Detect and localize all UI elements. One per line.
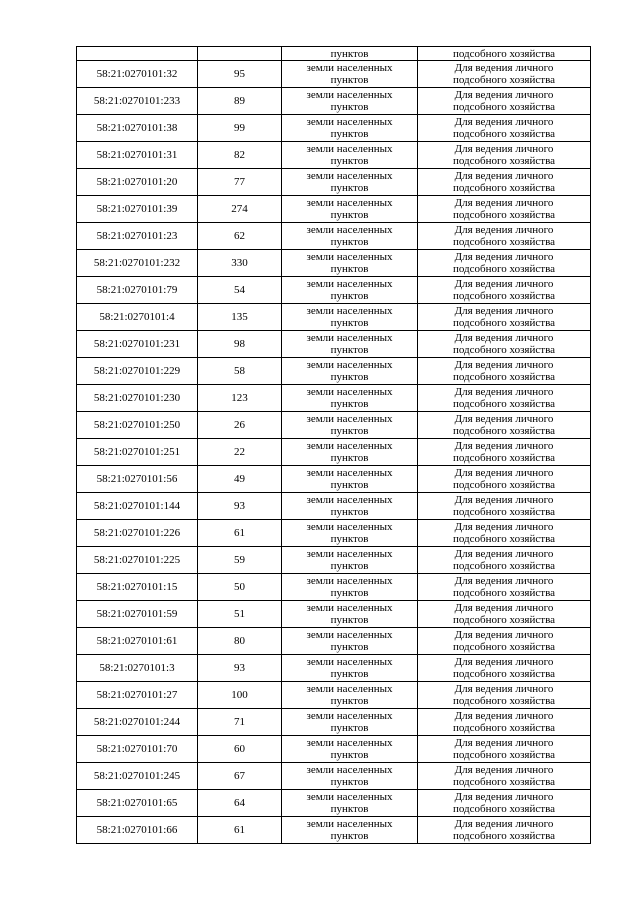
table-row bbox=[77, 223, 591, 250]
land-category-cell bbox=[282, 547, 418, 574]
land-category-text: земли населенных bbox=[306, 359, 393, 371]
land-category-text: земли населенных bbox=[306, 521, 393, 533]
land-category-text: пунктов bbox=[330, 452, 369, 464]
table-row bbox=[77, 520, 591, 547]
cadastral-number-cell: 58:21:0270101:65 bbox=[77, 790, 198, 817]
land-category-text: пунктов bbox=[330, 155, 369, 167]
permitted-use-text: подсобного хозяйства bbox=[452, 263, 555, 275]
permitted-use-text: Для ведения личного bbox=[454, 467, 554, 479]
permitted-use-cell: подсобного хозяйства bbox=[418, 47, 591, 61]
land-category-text: пунктов bbox=[330, 479, 369, 491]
cadastral-number-cell: 58:21:0270101:70 bbox=[77, 736, 198, 763]
area-cell: 330 bbox=[198, 250, 282, 277]
area-cell: 93 bbox=[198, 655, 282, 682]
permitted-use-text: подсобного хозяйства bbox=[452, 236, 555, 248]
permitted-use-cell bbox=[418, 88, 591, 115]
area-cell: 100 bbox=[198, 682, 282, 709]
permitted-use-cell bbox=[418, 736, 591, 763]
permitted-use-text: подсобного хозяйства bbox=[452, 452, 555, 464]
area-cell: 77 bbox=[198, 169, 282, 196]
cadastral-number-cell: 58:21:0270101:38 bbox=[77, 115, 198, 142]
permitted-use-text: Для ведения личного bbox=[454, 89, 554, 101]
table-row bbox=[77, 196, 591, 223]
area-cell bbox=[198, 47, 282, 61]
land-category-cell bbox=[282, 250, 418, 277]
permitted-use-cell bbox=[418, 817, 591, 844]
continuation-row bbox=[77, 47, 591, 61]
permitted-use-text: Для ведения личного bbox=[454, 656, 554, 668]
permitted-use-text: подсобного хозяйства bbox=[452, 398, 555, 410]
permitted-use-text: подсобного хозяйства bbox=[452, 479, 555, 491]
table-row bbox=[77, 547, 591, 574]
permitted-use-text: подсобного хозяйства bbox=[452, 425, 555, 437]
permitted-use-text: Для ведения личного bbox=[454, 386, 554, 398]
cadastral-number-cell: 58:21:0270101:232 bbox=[77, 250, 198, 277]
permitted-use-text: подсобного хозяйства bbox=[452, 560, 555, 572]
area-cell: 50 bbox=[198, 574, 282, 601]
land-category-text: пунктов bbox=[330, 641, 369, 653]
permitted-use-cell bbox=[418, 196, 591, 223]
permitted-use-text: Для ведения личного bbox=[454, 737, 554, 749]
permitted-use-text: Для ведения личного bbox=[454, 278, 554, 290]
permitted-use-text: подсобного хозяйства bbox=[452, 830, 555, 842]
table-row bbox=[77, 250, 591, 277]
land-category-text: пунктов bbox=[330, 398, 369, 410]
land-category-text: земли населенных bbox=[306, 791, 393, 803]
table-row bbox=[77, 331, 591, 358]
land-category-cell bbox=[282, 88, 418, 115]
permitted-use-text: подсобного хозяйства bbox=[452, 695, 555, 707]
land-category-text: пунктов bbox=[330, 74, 369, 86]
land-category-cell bbox=[282, 331, 418, 358]
land-category-text: пунктов bbox=[330, 128, 369, 140]
table-row bbox=[77, 277, 591, 304]
table-row bbox=[77, 628, 591, 655]
area-cell: 274 bbox=[198, 196, 282, 223]
land-category-cell bbox=[282, 277, 418, 304]
area-cell: 135 bbox=[198, 304, 282, 331]
cadastral-number-cell: 58:21:0270101:56 bbox=[77, 466, 198, 493]
permitted-use-text: Для ведения личного bbox=[454, 332, 554, 344]
permitted-use-text: Для ведения личного bbox=[454, 359, 554, 371]
permitted-use-text: подсобного хозяйства bbox=[452, 587, 555, 599]
land-category-text: пунктов bbox=[330, 587, 369, 599]
area-cell: 123 bbox=[198, 385, 282, 412]
permitted-use-text: Для ведения личного bbox=[454, 548, 554, 560]
permitted-use-text: подсобного хозяйства bbox=[452, 209, 555, 221]
cadastral-number-cell: 58:21:0270101:59 bbox=[77, 601, 198, 628]
area-cell: 89 bbox=[198, 88, 282, 115]
land-category-text: земли населенных bbox=[306, 737, 393, 749]
land-category-text: земли населенных bbox=[306, 602, 393, 614]
permitted-use-cell bbox=[418, 682, 591, 709]
table-row bbox=[77, 466, 591, 493]
cadastral-number-cell: 58:21:0270101:226 bbox=[77, 520, 198, 547]
table-row bbox=[77, 709, 591, 736]
table-row bbox=[77, 574, 591, 601]
area-cell: 64 bbox=[198, 790, 282, 817]
land-category-text: земли населенных bbox=[306, 278, 393, 290]
permitted-use-cell bbox=[418, 385, 591, 412]
cadastral-number-cell: 58:21:0270101:31 bbox=[77, 142, 198, 169]
land-category-text: земли населенных bbox=[306, 89, 393, 101]
permitted-use-text: Для ведения личного bbox=[454, 224, 554, 236]
land-category-text: пунктов bbox=[330, 776, 369, 788]
permitted-use-cell bbox=[418, 655, 591, 682]
land-category-text: пунктов bbox=[330, 317, 369, 329]
land-category-cell bbox=[282, 655, 418, 682]
land-category-cell bbox=[282, 817, 418, 844]
table-row bbox=[77, 169, 591, 196]
land-category-text: земли населенных bbox=[306, 251, 393, 263]
land-category-text: земли населенных bbox=[306, 116, 393, 128]
cadastral-number-cell: 58:21:0270101:32 bbox=[77, 61, 198, 88]
permitted-use-text: Для ведения личного bbox=[454, 143, 554, 155]
land-category-text: пунктов bbox=[330, 506, 369, 518]
cadastral-number-cell: 58:21:0270101:233 bbox=[77, 88, 198, 115]
cadastral-number-cell: 58:21:0270101:230 bbox=[77, 385, 198, 412]
area-cell: 67 bbox=[198, 763, 282, 790]
cadastral-number-cell: 58:21:0270101:250 bbox=[77, 412, 198, 439]
cadastral-number-cell: 58:21:0270101:61 bbox=[77, 628, 198, 655]
permitted-use-cell bbox=[418, 709, 591, 736]
cadastral-number-cell: 58:21:0270101:231 bbox=[77, 331, 198, 358]
cadastral-number-cell: 58:21:0270101:244 bbox=[77, 709, 198, 736]
land-category-cell bbox=[282, 493, 418, 520]
table-row bbox=[77, 385, 591, 412]
permitted-use-text: Для ведения личного bbox=[454, 116, 554, 128]
land-category-text: пунктов bbox=[330, 290, 369, 302]
permitted-use-cell bbox=[418, 628, 591, 655]
land-category-text: пунктов bbox=[330, 263, 369, 275]
table-row bbox=[77, 304, 591, 331]
permitted-use-text: подсобного хозяйства bbox=[452, 749, 555, 761]
land-category-cell bbox=[282, 439, 418, 466]
cadastral-number-cell: 58:21:0270101:39 bbox=[77, 196, 198, 223]
land-category-text: пунктов bbox=[330, 722, 369, 734]
permitted-use-text: подсобного хозяйства bbox=[452, 722, 555, 734]
permitted-use-cell bbox=[418, 61, 591, 88]
cadastral-number-cell: 58:21:0270101:251 bbox=[77, 439, 198, 466]
land-category-text: земли населенных bbox=[306, 197, 393, 209]
cadastral-number-cell: 58:21:0270101:79 bbox=[77, 277, 198, 304]
land-category-cell bbox=[282, 169, 418, 196]
land-category-cell bbox=[282, 682, 418, 709]
permitted-use-text: Для ведения личного bbox=[454, 251, 554, 263]
permitted-use-text: подсобного хозяйства bbox=[452, 641, 555, 653]
permitted-use-text: подсобного хозяйства bbox=[452, 290, 555, 302]
land-category-text: земли населенных bbox=[306, 548, 393, 560]
permitted-use-cell bbox=[418, 439, 591, 466]
land-category-cell bbox=[282, 142, 418, 169]
land-category-cell bbox=[282, 601, 418, 628]
land-category-text: земли населенных bbox=[306, 62, 393, 74]
land-category-cell bbox=[282, 358, 418, 385]
land-category-text: земли населенных bbox=[306, 494, 393, 506]
cadastral-number-cell: 58:21:0270101:20 bbox=[77, 169, 198, 196]
area-cell: 99 bbox=[198, 115, 282, 142]
permitted-use-text: подсобного хозяйства bbox=[452, 344, 555, 356]
permitted-use-text: подсобного хозяйства bbox=[452, 668, 555, 680]
table-row bbox=[77, 736, 591, 763]
land-category-text: земли населенных bbox=[306, 386, 393, 398]
permitted-use-text: подсобного хозяйства bbox=[452, 182, 555, 194]
land-category-text: пунктов bbox=[330, 749, 369, 761]
area-cell: 62 bbox=[198, 223, 282, 250]
table-row bbox=[77, 88, 591, 115]
land-category-cell bbox=[282, 763, 418, 790]
land-category-cell bbox=[282, 412, 418, 439]
area-cell: 26 bbox=[198, 412, 282, 439]
table-row bbox=[77, 61, 591, 88]
land-category-text: пунктов bbox=[330, 101, 369, 113]
permitted-use-text: подсобного хозяйства bbox=[452, 317, 555, 329]
permitted-use-cell bbox=[418, 115, 591, 142]
permitted-use-text: Для ведения личного bbox=[454, 602, 554, 614]
area-cell: 60 bbox=[198, 736, 282, 763]
land-category-cell bbox=[282, 304, 418, 331]
permitted-use-cell bbox=[418, 277, 591, 304]
table-row bbox=[77, 115, 591, 142]
permitted-use-text: подсобного хозяйства bbox=[452, 533, 555, 545]
land-category-cell bbox=[282, 115, 418, 142]
table-row bbox=[77, 412, 591, 439]
permitted-use-text: Для ведения личного bbox=[454, 197, 554, 209]
land-category-text: земли населенных bbox=[306, 467, 393, 479]
land-category-cell bbox=[282, 196, 418, 223]
area-cell: 58 bbox=[198, 358, 282, 385]
permitted-use-text: подсобного хозяйства bbox=[452, 614, 555, 626]
land-category-text: земли населенных bbox=[306, 818, 393, 830]
permitted-use-cell bbox=[418, 466, 591, 493]
permitted-use-text: Для ведения личного bbox=[454, 791, 554, 803]
land-category-text: земли населенных bbox=[306, 332, 393, 344]
permitted-use-cell bbox=[418, 304, 591, 331]
permitted-use-text: Для ведения личного bbox=[454, 764, 554, 776]
permitted-use-text: подсобного хозяйства bbox=[452, 803, 555, 815]
land-category-cell bbox=[282, 628, 418, 655]
cadastral-number-cell: 58:21:0270101:144 bbox=[77, 493, 198, 520]
land-category-text: пунктов bbox=[330, 830, 369, 842]
land-category-text: пунктов bbox=[330, 182, 369, 194]
permitted-use-text: Для ведения личного bbox=[454, 818, 554, 830]
land-category-text: пунктов bbox=[330, 425, 369, 437]
permitted-use-cell bbox=[418, 223, 591, 250]
land-category-cell bbox=[282, 385, 418, 412]
table-row bbox=[77, 601, 591, 628]
area-cell: 49 bbox=[198, 466, 282, 493]
permitted-use-text: Для ведения личного bbox=[454, 575, 554, 587]
area-cell: 98 bbox=[198, 331, 282, 358]
area-cell: 51 bbox=[198, 601, 282, 628]
permitted-use-cell bbox=[418, 358, 591, 385]
land-category-text: пунктов bbox=[330, 209, 369, 221]
permitted-use-cell bbox=[418, 412, 591, 439]
permitted-use-text: Для ведения личного bbox=[454, 170, 554, 182]
land-category-text: земли населенных bbox=[306, 629, 393, 641]
table-row bbox=[77, 790, 591, 817]
land-category-text: пунктов bbox=[330, 344, 369, 356]
land-plots-table bbox=[76, 46, 591, 844]
land-category-text: пунктов bbox=[330, 371, 369, 383]
land-category-cell bbox=[282, 466, 418, 493]
table-row bbox=[77, 817, 591, 844]
permitted-use-text: Для ведения личного bbox=[454, 629, 554, 641]
land-category-text: земли населенных bbox=[306, 575, 393, 587]
land-category-cell bbox=[282, 61, 418, 88]
land-category-cell bbox=[282, 223, 418, 250]
land-category-cell bbox=[282, 520, 418, 547]
land-category-cell bbox=[282, 709, 418, 736]
land-category-cell: пунктов bbox=[282, 47, 418, 61]
permitted-use-text: Для ведения личного bbox=[454, 62, 554, 74]
permitted-use-text: Для ведения личного bbox=[454, 710, 554, 722]
permitted-use-text: Для ведения личного bbox=[454, 494, 554, 506]
permitted-use-cell bbox=[418, 493, 591, 520]
permitted-use-text: Для ведения личного bbox=[454, 413, 554, 425]
land-category-cell bbox=[282, 790, 418, 817]
permitted-use-text: Для ведения личного bbox=[454, 440, 554, 452]
area-cell: 54 bbox=[198, 277, 282, 304]
land-category-text: земли населенных bbox=[306, 413, 393, 425]
land-category-text: пунктов bbox=[330, 533, 369, 545]
permitted-use-text: подсобного хозяйства bbox=[452, 128, 555, 140]
area-cell: 95 bbox=[198, 61, 282, 88]
land-category-text: пунктов bbox=[330, 803, 369, 815]
area-cell: 59 bbox=[198, 547, 282, 574]
permitted-use-text: Для ведения личного bbox=[454, 521, 554, 533]
permitted-use-text: Для ведения личного bbox=[454, 305, 554, 317]
permitted-use-text: подсобного хозяйства bbox=[452, 155, 555, 167]
table-body bbox=[77, 47, 591, 844]
cadastral-number-cell: 58:21:0270101:245 bbox=[77, 763, 198, 790]
permitted-use-cell bbox=[418, 331, 591, 358]
permitted-use-cell bbox=[418, 547, 591, 574]
cadastral-number-cell: 58:21:0270101:225 bbox=[77, 547, 198, 574]
table-row bbox=[77, 439, 591, 466]
permitted-use-text: подсобного хозяйства bbox=[452, 776, 555, 788]
permitted-use-cell bbox=[418, 520, 591, 547]
area-cell: 61 bbox=[198, 520, 282, 547]
land-category-text: пунктов bbox=[330, 695, 369, 707]
area-cell: 61 bbox=[198, 817, 282, 844]
table-row bbox=[77, 142, 591, 169]
permitted-use-text: подсобного хозяйства bbox=[452, 371, 555, 383]
land-category-text: земли населенных bbox=[306, 683, 393, 695]
land-category-text: земли населенных bbox=[306, 764, 393, 776]
area-cell: 71 bbox=[198, 709, 282, 736]
land-category-text: земли населенных bbox=[306, 710, 393, 722]
land-category-text: земли населенных bbox=[306, 170, 393, 182]
land-category-text: пунктов bbox=[330, 236, 369, 248]
cadastral-number-cell: 58:21:0270101:27 bbox=[77, 682, 198, 709]
land-category-text: земли населенных bbox=[306, 440, 393, 452]
land-category-text: земли населенных bbox=[306, 305, 393, 317]
cadastral-number-cell bbox=[77, 47, 198, 61]
table-row bbox=[77, 655, 591, 682]
cadastral-number-cell: 58:21:0270101:229 bbox=[77, 358, 198, 385]
cadastral-number-cell: 58:21:0270101:66 bbox=[77, 817, 198, 844]
permitted-use-cell bbox=[418, 601, 591, 628]
permitted-use-cell bbox=[418, 790, 591, 817]
permitted-use-cell bbox=[418, 169, 591, 196]
land-category-text: пунктов bbox=[330, 614, 369, 626]
land-category-cell bbox=[282, 574, 418, 601]
area-cell: 80 bbox=[198, 628, 282, 655]
land-category-text: пунктов bbox=[330, 560, 369, 572]
permitted-use-cell bbox=[418, 574, 591, 601]
land-category-text: земли населенных bbox=[306, 224, 393, 236]
permitted-use-cell bbox=[418, 763, 591, 790]
land-category-text: земли населенных bbox=[306, 143, 393, 155]
cadastral-number-cell: 58:21:0270101:15 bbox=[77, 574, 198, 601]
permitted-use-text: подсобного хозяйства bbox=[452, 101, 555, 113]
table-row bbox=[77, 358, 591, 385]
cadastral-number-cell: 58:21:0270101:3 bbox=[77, 655, 198, 682]
area-cell: 82 bbox=[198, 142, 282, 169]
land-category-cell bbox=[282, 736, 418, 763]
permitted-use-cell bbox=[418, 142, 591, 169]
permitted-use-text: Для ведения личного bbox=[454, 683, 554, 695]
table-row bbox=[77, 493, 591, 520]
table-row bbox=[77, 682, 591, 709]
permitted-use-text: подсобного хозяйства bbox=[452, 506, 555, 518]
area-cell: 93 bbox=[198, 493, 282, 520]
land-category-text: земли населенных bbox=[306, 656, 393, 668]
table-row bbox=[77, 763, 591, 790]
cadastral-number-cell: 58:21:0270101:4 bbox=[77, 304, 198, 331]
permitted-use-cell bbox=[418, 250, 591, 277]
area-cell: 22 bbox=[198, 439, 282, 466]
permitted-use-text: подсобного хозяйства bbox=[452, 74, 555, 86]
cadastral-number-cell: 58:21:0270101:23 bbox=[77, 223, 198, 250]
land-category-text: пунктов bbox=[330, 668, 369, 680]
